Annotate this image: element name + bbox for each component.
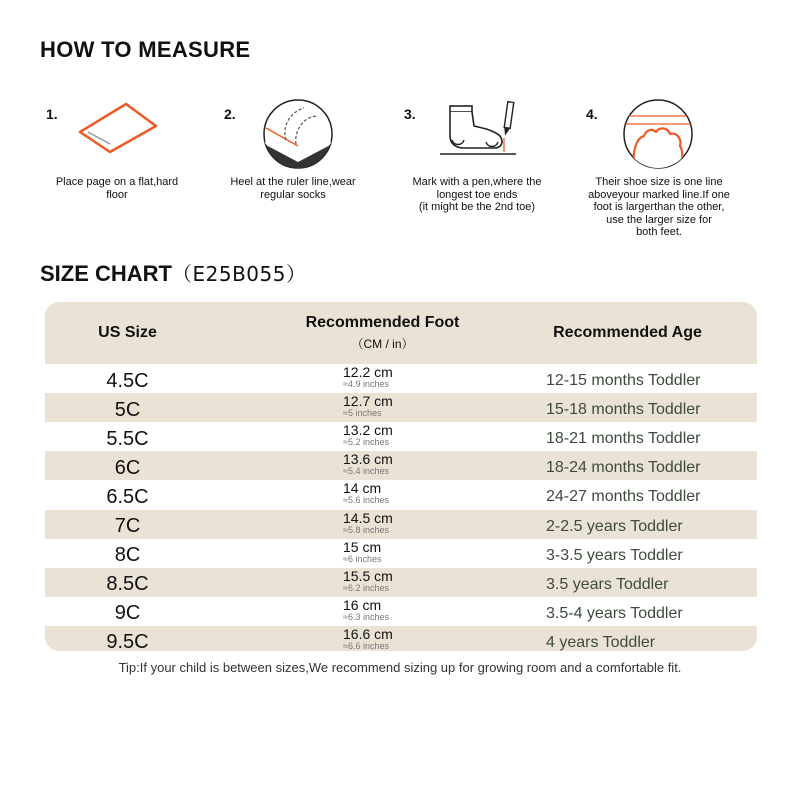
table-row	[45, 480, 757, 509]
size-chart-table	[45, 302, 757, 651]
us-size-cell: 6C	[114, 456, 141, 479]
us-size-cell: 6.5C	[106, 485, 149, 508]
foot-length-cell	[343, 423, 473, 448]
product-code: （E25B055）	[172, 262, 307, 286]
table-row	[45, 451, 757, 480]
step-number: 4.	[586, 106, 598, 122]
us-size-cell: 9.5C	[106, 631, 149, 651]
foot-length-inches: ≈5 inches	[343, 408, 382, 419]
age-cell: 18-24 months Toddler	[546, 459, 701, 477]
age-cell: 4 years Toddler	[546, 633, 656, 651]
us-size-cell: 8C	[114, 544, 141, 567]
table-row	[45, 393, 757, 422]
foot-length-inches: ≈4.9 inches	[343, 379, 389, 389]
foot-length-cell	[343, 569, 473, 594]
foot-length-cell	[343, 481, 473, 506]
foot-length-cm: 12.7 cm	[343, 393, 393, 410]
us-size-cell: 4.5C	[106, 369, 149, 392]
age-cell: 3-3.5 years Toddler	[546, 546, 683, 564]
header-recommended-age	[515, 302, 740, 364]
age-cell: 2-2.5 years Toddler	[546, 517, 683, 535]
toe-line-icon	[620, 96, 700, 176]
foot-length-inches: ≈6.3 inches	[343, 611, 389, 622]
foot-length-cell	[343, 365, 473, 390]
foot-length-inches: ≈5.4 inches	[343, 466, 389, 477]
us-size-cell: 8.5C	[106, 573, 149, 596]
header-us-size-label: US Size	[98, 324, 157, 341]
table-row	[45, 364, 757, 393]
paper-on-floor-icon	[70, 96, 190, 166]
foot-length-cm: 15.5 cm	[343, 567, 393, 584]
foot-length-inches: ≈6.2 inches	[343, 582, 389, 593]
us-size-cell: 5C	[114, 398, 141, 421]
header-foot-unit: （CM / in）	[351, 337, 414, 351]
measure-step-1	[40, 96, 220, 246]
foot-length-cell	[343, 540, 473, 565]
foot-length-cm: 16.6 cm	[343, 625, 393, 642]
table-row	[45, 626, 757, 651]
foot-length-cell	[343, 598, 473, 623]
header-recommended-foot	[275, 302, 490, 364]
foot-length-inches: ≈6 inches	[343, 553, 382, 564]
foot-length-cell	[343, 511, 473, 536]
age-cell: 15-18 months Toddler	[546, 401, 701, 419]
heel-on-ruler-icon	[260, 96, 340, 176]
table-row	[45, 597, 757, 626]
table-header	[45, 302, 757, 364]
foot-length-cm: 13.2 cm	[343, 422, 393, 439]
table-row	[45, 568, 757, 597]
foot-length-cm: 13.6 cm	[343, 451, 393, 468]
age-cell: 24-27 months Toddler	[546, 488, 701, 506]
step-caption: Their shoe size is one line aboveyour marked line.If one foot is largerthan the other, use the larger size for both feet.	[588, 176, 730, 238]
age-cell: 3.5 years Toddler	[546, 575, 669, 593]
table-row	[45, 510, 757, 539]
step-number: 3.	[404, 106, 416, 122]
foot-length-cm: 15 cm	[343, 538, 382, 555]
size-chart-label: SIZE CHART	[40, 261, 172, 286]
foot-length-inches: ≈5.8 inches	[343, 524, 389, 535]
foot-length-cell	[343, 627, 473, 651]
us-size-cell: 7C	[114, 515, 141, 537]
step-caption: Heel at the ruler line,wear regular socks	[230, 176, 356, 201]
header-foot-label: Recommended Foot	[305, 314, 460, 331]
sock-and-pen-icon	[436, 96, 526, 166]
table-row	[45, 539, 757, 568]
size-chart-title	[40, 258, 306, 287]
how-to-measure-title: HOW TO MEASURE	[40, 37, 251, 62]
measure-step-4	[580, 96, 760, 246]
foot-length-cell	[343, 452, 473, 477]
step-number: 2.	[224, 106, 236, 122]
step-number: 1.	[46, 106, 58, 122]
foot-length-cm: 14.5 cm	[343, 509, 393, 526]
foot-length-inches: ≈5.6 inches	[343, 495, 389, 506]
foot-length-cm: 12.2 cm	[343, 364, 393, 380]
us-size-cell: 5.5C	[106, 427, 149, 450]
foot-length-cm: 16 cm	[343, 596, 382, 613]
foot-length-inches: ≈6.6 inches	[343, 640, 389, 651]
foot-length-inches: ≈5.2 inches	[343, 437, 389, 448]
measure-step-2	[218, 96, 398, 246]
foot-length-cm: 14 cm	[343, 480, 382, 497]
header-age-label: Recommended Age	[553, 324, 702, 341]
age-cell: 3.5-4 years Toddler	[546, 604, 683, 622]
table-row	[45, 422, 757, 451]
step-caption: Mark with a pen,where the longest toe ends (it might be the 2nd toe)	[412, 176, 542, 213]
age-cell: 12-15 months Toddler	[546, 372, 701, 389]
header-us-size	[45, 302, 210, 364]
step-caption: Place page on a flat,hard floor	[55, 176, 179, 201]
measure-step-3	[398, 96, 578, 246]
sizing-tip: Tip:If your child is between sizes,We recommend sizing up for growing room and a comfortable fit.	[118, 660, 682, 675]
age-cell: 18-21 months Toddler	[546, 430, 701, 448]
foot-length-cell	[343, 394, 473, 419]
us-size-cell: 9C	[114, 602, 141, 625]
